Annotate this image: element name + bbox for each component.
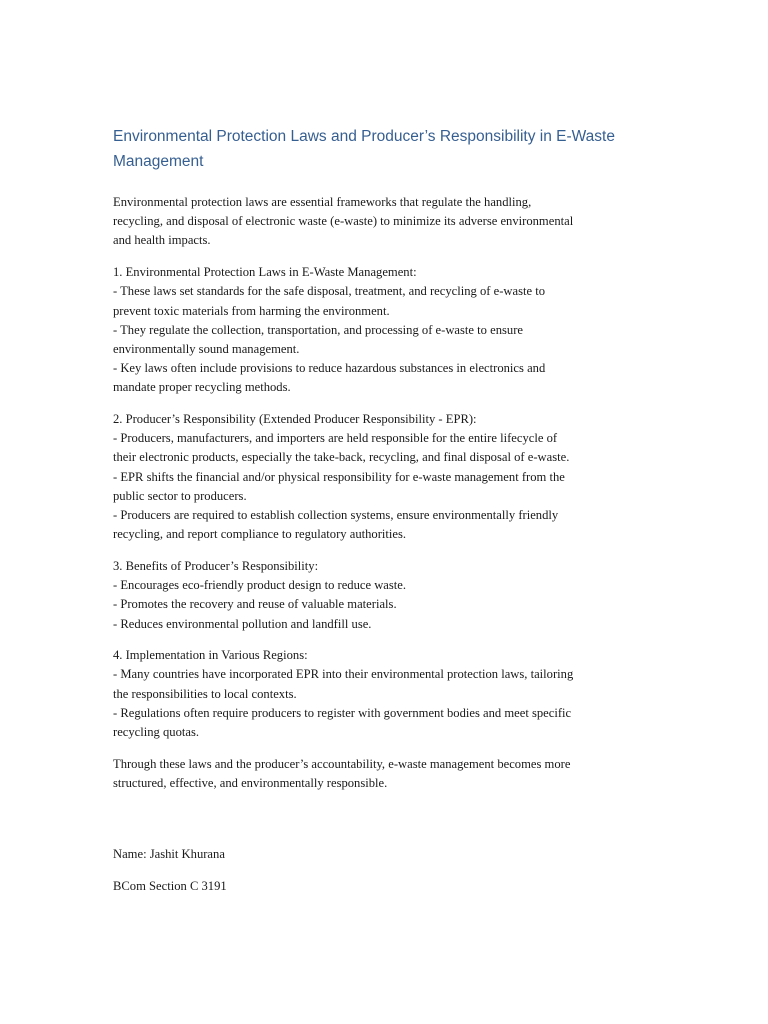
section-heading: 1. Environmental Protection Laws in E-Waste Management: bbox=[113, 265, 417, 280]
text-line: environmentally sound management. bbox=[113, 341, 300, 356]
text-line: - Regulations often require producers to register with government bodies and meet specific bbox=[113, 705, 572, 720]
text-line: - Promotes the recovery and reuse of valuable materials. bbox=[113, 597, 397, 612]
text-line: prevent toxic materials from harming the environment. bbox=[113, 303, 390, 318]
document-title-line: Environmental Protection Laws and Producer’s Responsibility in E-Waste bbox=[113, 128, 615, 145]
text-line: - Reduces environmental pollution and landfill use. bbox=[113, 616, 372, 631]
section-environmental-laws bbox=[113, 263, 658, 397]
text-line: recycling quotas. bbox=[113, 725, 200, 740]
text-line: Through these laws and the producer’s accountability, e-waste management becomes more bbox=[113, 756, 571, 771]
section-heading: 3. Benefits of Producer’s Responsibility: bbox=[113, 558, 319, 573]
text-line: Environmental protection laws are essential frameworks that regulate the handling, bbox=[113, 195, 532, 209]
text-line: recycling, and report compliance to regulatory authorities. bbox=[113, 527, 407, 542]
text-line: - Key laws often include provisions to reduce hazardous substances in electronics and bbox=[113, 361, 546, 376]
text-line: - Producers, manufacturers, and importers are held responsible for the entire lifecycle of bbox=[113, 431, 558, 446]
signature-section: BCom Section C 3191 bbox=[113, 879, 227, 893]
text-line: and health impacts. bbox=[113, 233, 211, 248]
text-line: structured, effective, and environmentally responsible. bbox=[113, 775, 388, 790]
text-line: - They regulate the collection, transportation, and processing of e-waste to ensure bbox=[113, 322, 523, 337]
text-line: - Many countries have incorporated EPR into their environmental protection laws, tailoring bbox=[113, 667, 574, 682]
section-heading: 4. Implementation in Various Regions: bbox=[113, 648, 308, 663]
intro-paragraph bbox=[113, 193, 658, 251]
section-benefits bbox=[113, 557, 658, 634]
text-line: their electronic products, especially the take-back, recycling, and final disposal of e-waste. bbox=[113, 450, 570, 465]
section-implementation bbox=[113, 646, 658, 742]
text-line: - EPR shifts the financial and/or physical responsibility for e-waste management from the bbox=[113, 469, 565, 484]
text-line: - Encourages eco-friendly product design to reduce waste. bbox=[113, 578, 407, 593]
conclusion-paragraph bbox=[113, 755, 658, 793]
document-body bbox=[113, 124, 658, 893]
text-line: - Producers are required to establish collection systems, ensure environmentally friendly bbox=[113, 508, 559, 523]
signature-name: Name: Jashit Khurana bbox=[113, 847, 225, 861]
section-heading: 2. Producer’s Responsibility (Extended Producer Responsibility - EPR): bbox=[113, 412, 477, 427]
document-title-line: Management bbox=[113, 153, 204, 170]
document-title bbox=[113, 124, 658, 174]
section-producer-responsibility bbox=[113, 410, 658, 544]
text-line: mandate proper recycling methods. bbox=[113, 380, 291, 395]
text-line: the responsibilities to local contexts. bbox=[113, 686, 297, 701]
text-line: - These laws set standards for the safe disposal, treatment, and recycling of e-waste to bbox=[113, 284, 546, 299]
text-line: public sector to producers. bbox=[113, 488, 247, 503]
text-line: recycling, and disposal of electronic waste (e-waste) to minimize its adverse environmental bbox=[113, 214, 574, 229]
